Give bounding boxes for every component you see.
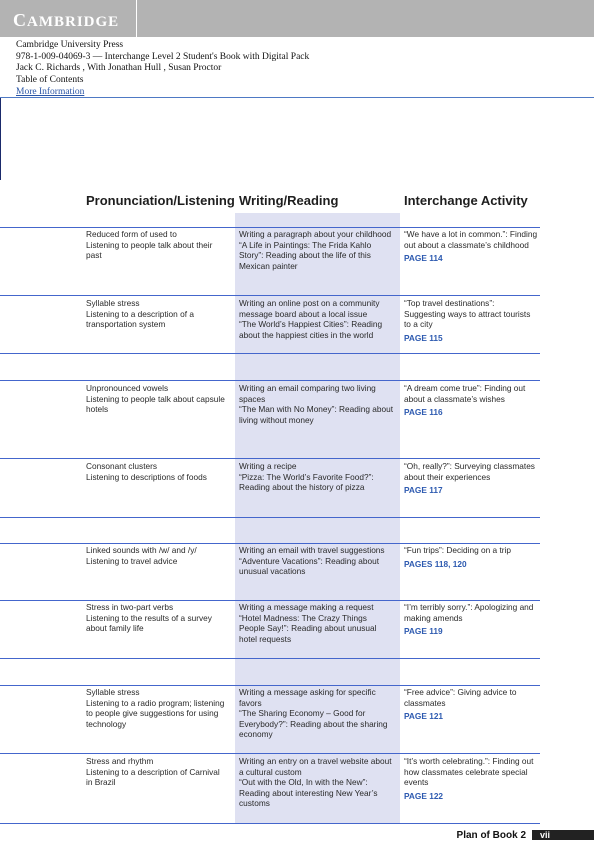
table-row-writing: Writing an entry on a travel website about a cultural custom “Out with the Old, In with the New”: Reading about interesting New Year’s customs — [239, 756, 392, 809]
row-divider — [0, 295, 540, 296]
footer-label: Plan of Book 2 — [456, 829, 526, 841]
row-divider — [0, 458, 540, 459]
table-row-writing: Writing a paragraph about your childhood “A Life in Paintings: The Frida Kahlo Story”: Reading about the life of this Mexican painter — [239, 229, 392, 271]
table-row-writing: Writing an email with travel suggestions “Adventure Vacations”: Reading about unusual vacations — [239, 545, 385, 577]
authors: Jack C. Richards , With Jonathan Hull , Susan Proctor — [16, 63, 222, 74]
table-row-pronunciation: Unpronounced vowels Listening to people talk about capsule hotels — [86, 383, 225, 415]
book-metadata — [16, 40, 309, 99]
page-reference[interactable]: PAGE 114 — [404, 253, 443, 264]
side-marker — [0, 98, 1, 180]
page-reference[interactable]: PAGE 119 — [404, 626, 443, 637]
publisher: Cambridge University Press — [16, 40, 124, 50]
row-divider — [0, 380, 540, 381]
top-banner — [0, 0, 594, 37]
table-row-activity: “We have a lot in common.”: Finding out about a classmate’s childhood PAGE 114 — [404, 229, 538, 264]
page-reference[interactable]: PAGE 116 — [404, 407, 443, 418]
page-reference[interactable]: PAGE 122 — [404, 790, 444, 801]
page-reference[interactable]: PAGE 115 — [404, 332, 443, 343]
table-row-writing: Writing an email comparing two living spaces “The Man with No Money”: Reading about living without money — [239, 383, 394, 425]
table-row-pronunciation: Reduced form of used to Listening to people talk about their past — [86, 229, 213, 261]
table-row-pronunciation: Stress and rhythm Listening to a description of Carnival in Brazil — [86, 756, 220, 788]
column-header-pronunciation: Pronunciation/Listening — [86, 193, 235, 208]
row-divider — [0, 823, 540, 824]
table-row-writing: Writing a message asking for specific favors “The Sharing Economy – Good for Everybody?”: Reading about the sharing economy — [239, 687, 388, 740]
table-row-activity: “I’m terribly sorry.”: Apologizing and making amends PAGE 119 — [404, 602, 538, 637]
row-divider — [0, 685, 540, 686]
table-row-pronunciation: Syllable stress Listening to a radio program; listening to people give suggestions for using technology — [86, 687, 225, 729]
more-information-link[interactable]: More Information — [16, 86, 85, 97]
table-row-activity: “It’s worth celebrating.”: Finding out how classmates celebrate special events PAGE 122 — [404, 756, 538, 801]
table-row-pronunciation: Stress in two-part verbs Listening to the results of a survey about family life — [86, 602, 212, 634]
cambridge-logo[interactable]: CAMBRIDGE — [0, 0, 137, 37]
column-header-writing: Writing/Reading — [239, 193, 339, 208]
table-row-activity: “Free advice”: Giving advice to classmates PAGE 121 — [404, 687, 538, 722]
section-name: Table of Contents — [16, 75, 84, 86]
page-reference[interactable]: PAGE 117 — [404, 485, 443, 496]
metadata-divider — [0, 97, 594, 98]
row-divider — [0, 543, 540, 544]
row-divider — [0, 753, 540, 754]
table-row-writing: Writing a message making a request “Hotel Madness: The Crazy Things People Say!”: Reading about unusual hotel requests — [239, 602, 377, 644]
row-divider — [0, 227, 540, 228]
column-header-interchange: Interchange Activity — [404, 193, 528, 208]
table-row-writing: Writing a recipe “Pizza: The World’s Favorite Food?”: Reading about the history of pizza — [239, 461, 374, 493]
row-divider — [0, 658, 540, 659]
row-divider — [0, 517, 540, 518]
table-row-activity: “Fun trips”: Deciding on a trip PAGES 118, 120 — [404, 545, 538, 569]
row-divider — [0, 353, 540, 354]
row-divider — [0, 600, 540, 601]
table-row-activity: “Oh, really?”: Surveying classmates about their experiences PAGE 117 — [404, 461, 538, 496]
table-row-writing: Writing an online post on a community message board about a local issue “The World’s Happiest Cities”: Reading about the happiest cities in the world — [239, 298, 383, 340]
page-number: vii — [532, 830, 594, 840]
page-footer — [457, 829, 594, 841]
table-row-pronunciation: Linked sounds with /w/ and /y/ Listening to travel advice — [86, 545, 197, 566]
table-row-pronunciation: Consonant clusters Listening to descriptions of foods — [86, 461, 207, 482]
table-row-activity: “A dream come true”: Finding out about a classmate’s wishes PAGE 116 — [404, 383, 538, 418]
page-reference[interactable]: PAGE 121 — [404, 711, 444, 722]
table-row-activity: “Top travel destinations”: Suggesting ways to attract tourists to a city PAGE 115 — [404, 298, 538, 343]
table-row-pronunciation: Syllable stress Listening to a description of a transportation system — [86, 298, 194, 330]
page-reference[interactable]: PAGES 118, 120 — [404, 558, 467, 569]
isbn-title: 978-1-009-04069-3 — Interchange Level 2 Student's Book with Digital Pack — [16, 51, 310, 62]
